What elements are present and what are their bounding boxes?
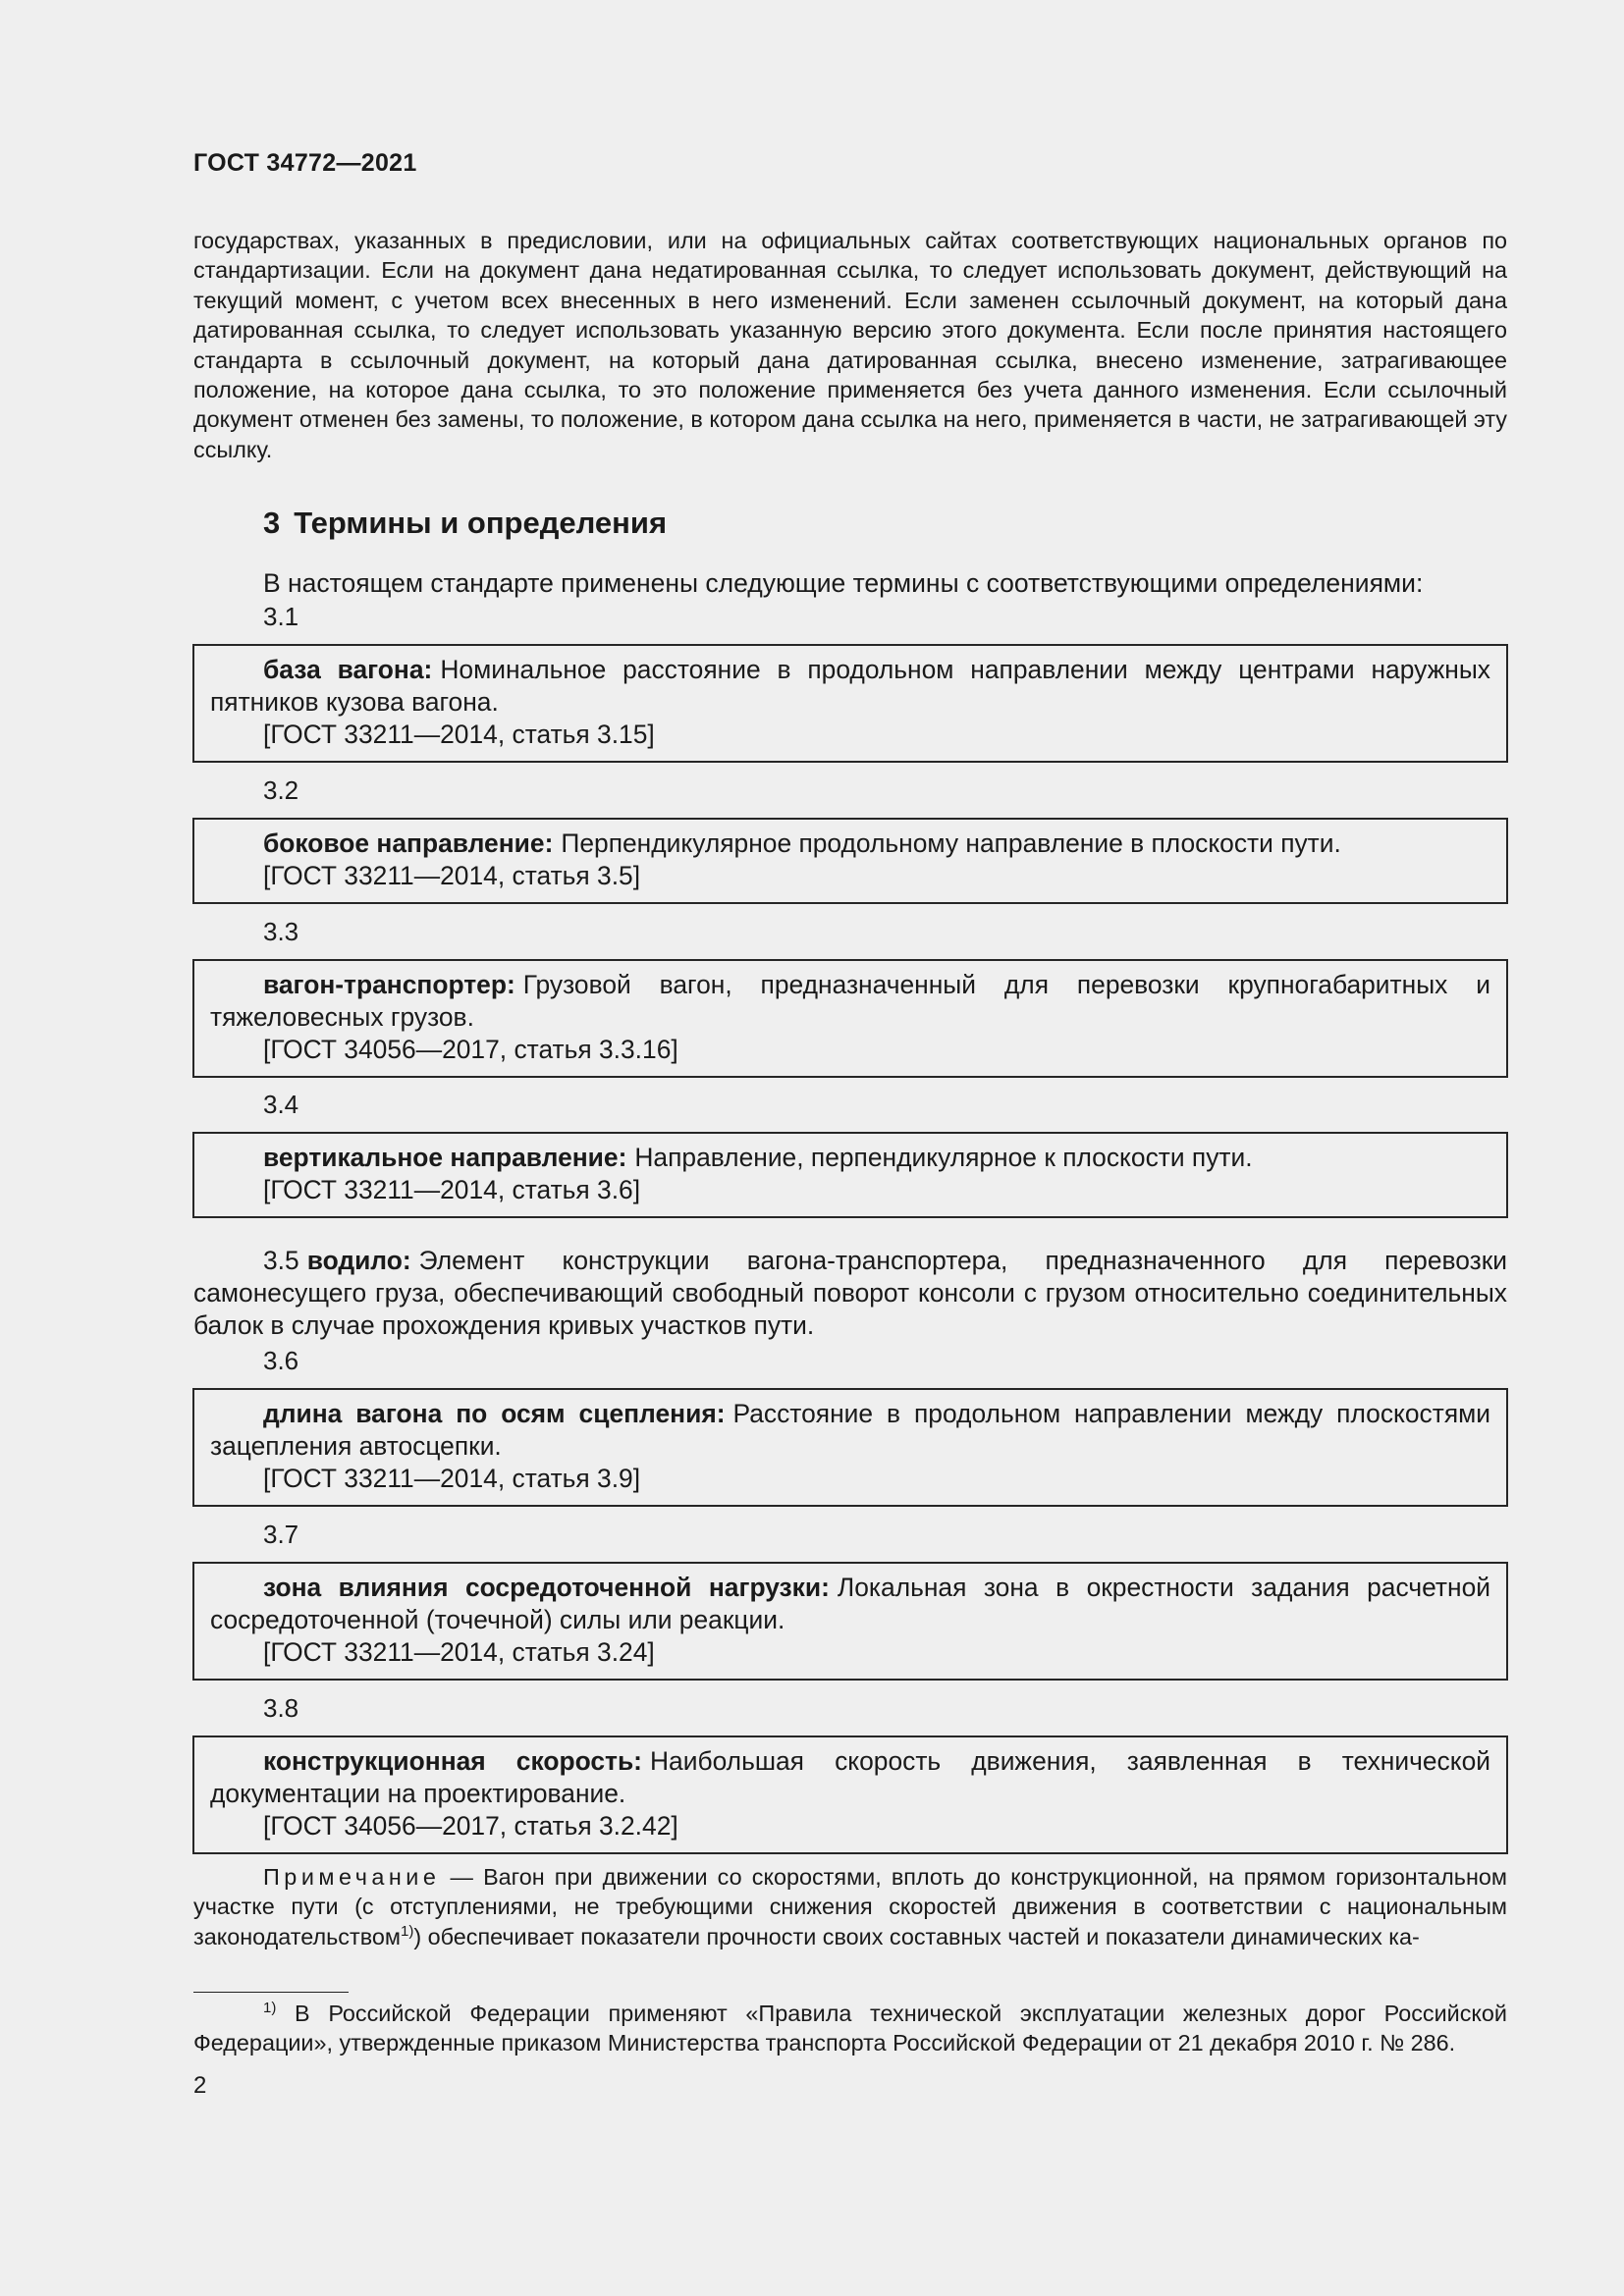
term-number: 3.4: [263, 1090, 299, 1119]
term-name: вагон-транспортер:: [263, 970, 515, 999]
term-number: 3.7: [263, 1520, 299, 1549]
term-box: [192, 644, 1508, 763]
footnote-text: В Российской Федерации применяют «Правила технической эксплуатации железных дорог Российской Федерации», утвержденные приказом Министерства транспорта Российской Федерации от 21 декабря 2010 г. № 286.: [193, 2001, 1507, 2056]
section-title: [263, 506, 667, 541]
term-name: водило:: [306, 1246, 411, 1275]
document-header: ГОСТ 34772—2021: [193, 149, 417, 177]
term-number: 3.3: [263, 917, 299, 946]
term-definition: Расстояние в продольном направлении между плоскостями зацепления автосцепки.: [210, 1399, 1491, 1461]
page-number: 2: [193, 2072, 207, 2099]
term-definition: Элемент конструкции вагона-транспортера, предназначенного для перевозки самонесущего груза, обеспечивающий свободный поворот консоли с грузом относительно соединительных балок в случае прохождения кривых участков пути.: [193, 1246, 1507, 1340]
term-definition: Номинальное расстояние в продольном направлении между центрами наружных пятников кузова вагона.: [210, 655, 1490, 717]
note-paragraph: [193, 1862, 1507, 1951]
term-source: [ГОСТ 33211—2014, статья 3.6]: [263, 1175, 641, 1204]
term-box: [192, 818, 1508, 904]
section-number: 3: [263, 506, 281, 540]
term-definition: Наибольшая скорость движения, заявленная в технической документации на проектирование.: [210, 1746, 1490, 1808]
term-number: 3.1: [263, 602, 299, 631]
term-box: [192, 1735, 1508, 1854]
term-source: [ГОСТ 33211—2014, статья 3.9]: [263, 1464, 641, 1493]
term-number: 3.8: [263, 1693, 299, 1723]
term-number: 3.2: [263, 775, 299, 805]
term-source: [ГОСТ 33211—2014, статья 3.5]: [263, 861, 641, 890]
term-source: [ГОСТ 34056—2017, статья 3.2.42]: [263, 1811, 678, 1841]
footnote: [193, 1999, 1507, 2058]
term-definition: Грузовой вагон, предназначенный для перевозки крупногабаритных и тяжеловесных грузов.: [210, 970, 1490, 1032]
note-label: Примечание: [263, 1864, 441, 1890]
term-box: [192, 1388, 1508, 1507]
footnote-reference[interactable]: 1): [400, 1923, 414, 1941]
term-plain: [193, 1245, 1507, 1342]
intro-paragraph: государствах, указанных в предисловии, или на официальных сайтах соответствующих национальных органов по стандартизации. Если на документ дана недатированная ссылка, то следует использовать документ, действующий на текущий момент, с учетом всех внесенных в него изменений. Если заменен ссылочный документ, на который дана датированная ссылка, то следует использовать указанную версию этого документа. Если после принятия настоящего стандарта в ссылочный документ, на который дана датированная ссылка, внесено изменение, затрагивающее положение, на которое дана ссылка, то это положение применяется без учета данного изменения. Если ссылочный документ отменен без замены, то положение, в котором дана ссылка на него, применяется в части, не затрагивающей эту ссылку.: [193, 228, 1507, 462]
section-title-text: Термины и определения: [294, 506, 668, 540]
term-box: [192, 1132, 1508, 1218]
footnote-marker: 1): [263, 2000, 277, 2017]
lead-sentence: В настоящем стандарте применены следующие термины с соответствующими определениями:: [263, 568, 1424, 598]
term-name: боковое направление:: [263, 828, 554, 858]
term-source: [ГОСТ 33211—2014, статья 3.24]: [263, 1637, 655, 1667]
term-name: конструкционная скорость:: [263, 1746, 642, 1776]
term-name: база вагона:: [263, 655, 433, 684]
term-name: вертикальное направление:: [263, 1143, 627, 1172]
term-box: [192, 1562, 1508, 1681]
term-definition: Перпендикулярное продольному направление в плоскости пути.: [561, 828, 1341, 858]
term-name: зона влияния сосредоточенной нагрузки:: [263, 1573, 830, 1602]
term-definition: Направление, перпендикулярное к плоскости пути.: [634, 1143, 1253, 1172]
footnote-separator: [193, 1992, 349, 1993]
term-name: длина вагона по осям сцепления:: [263, 1399, 726, 1428]
term-number: 3.6: [263, 1346, 299, 1375]
term-source: [ГОСТ 33211—2014, статья 3.15]: [263, 720, 655, 749]
term-source: [ГОСТ 34056—2017, статья 3.3.16]: [263, 1035, 678, 1064]
term-box: [192, 959, 1508, 1078]
note-text: — Вагон при движении со скоростями, вплоть до конструкционной, на прямом горизонтальном участке пути (с отступлениями, не требующими снижения скоростей движения в соответствии с национальным законодательством: [193, 1864, 1507, 1949]
term-definition: Локальная зона в окрестности задания расчетной сосредоточенной (точечной) силы или реакции.: [210, 1573, 1490, 1634]
term-number: 3.5: [263, 1246, 299, 1275]
note-text-continued: ) обеспечивает показатели прочности своих составных частей и показатели динамических ка-: [413, 1923, 1420, 1949]
